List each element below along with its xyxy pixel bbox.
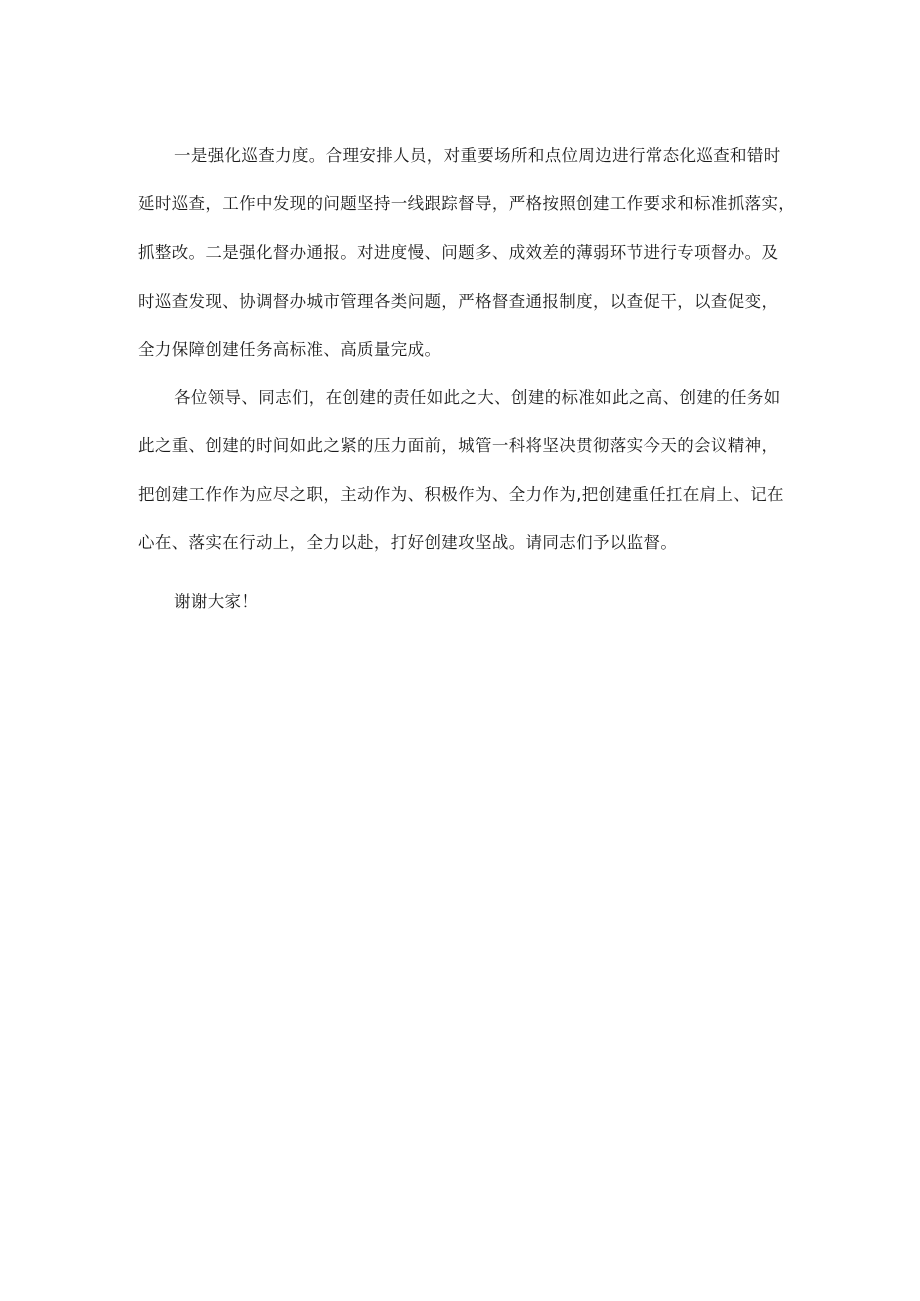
paragraph-line: 时巡查发现、协调督办城市管理各类问题，严格督查通报制度，以查促干，以查促变， [138,292,779,311]
paragraph-line: 一是强化巡查力度。合理安排人员，对重要场所和点位周边进行常态化巡查和错时 [174,146,781,165]
paragraph-line: 把创建工作作为应尽之职，主动作为、积极作为、全力作为,把创建重任扛在肩上、记在 [138,485,784,504]
paragraph-line: 各位领导、同志们，在创建的责任如此之大、创建的标准如此之高、创建的任务如 [174,388,781,407]
paragraph-line: 此之重、创建的时间如此之紧的压力面前，城管一科将坚决贯彻落实今天的会议精神， [138,436,779,455]
paragraph-line: 心在、落实在行动上，全力以赴，打好创建攻坚战。请同志们予以监督。 [138,533,678,552]
paragraph-line: 抓整改。二是强化督办通报。对进度慢、问题多、成效差的薄弱环节进行专项督办。及 [138,243,779,262]
closing-line: 谢谢大家！ [174,592,259,611]
paragraph-line: 全力保障创建任务高标准、高质量完成。 [138,340,442,359]
paragraph-line: 延时巡查，工作中发现的问题坚持一线跟踪督导，严格按照创建工作要求和标准抓落实， [138,194,796,213]
